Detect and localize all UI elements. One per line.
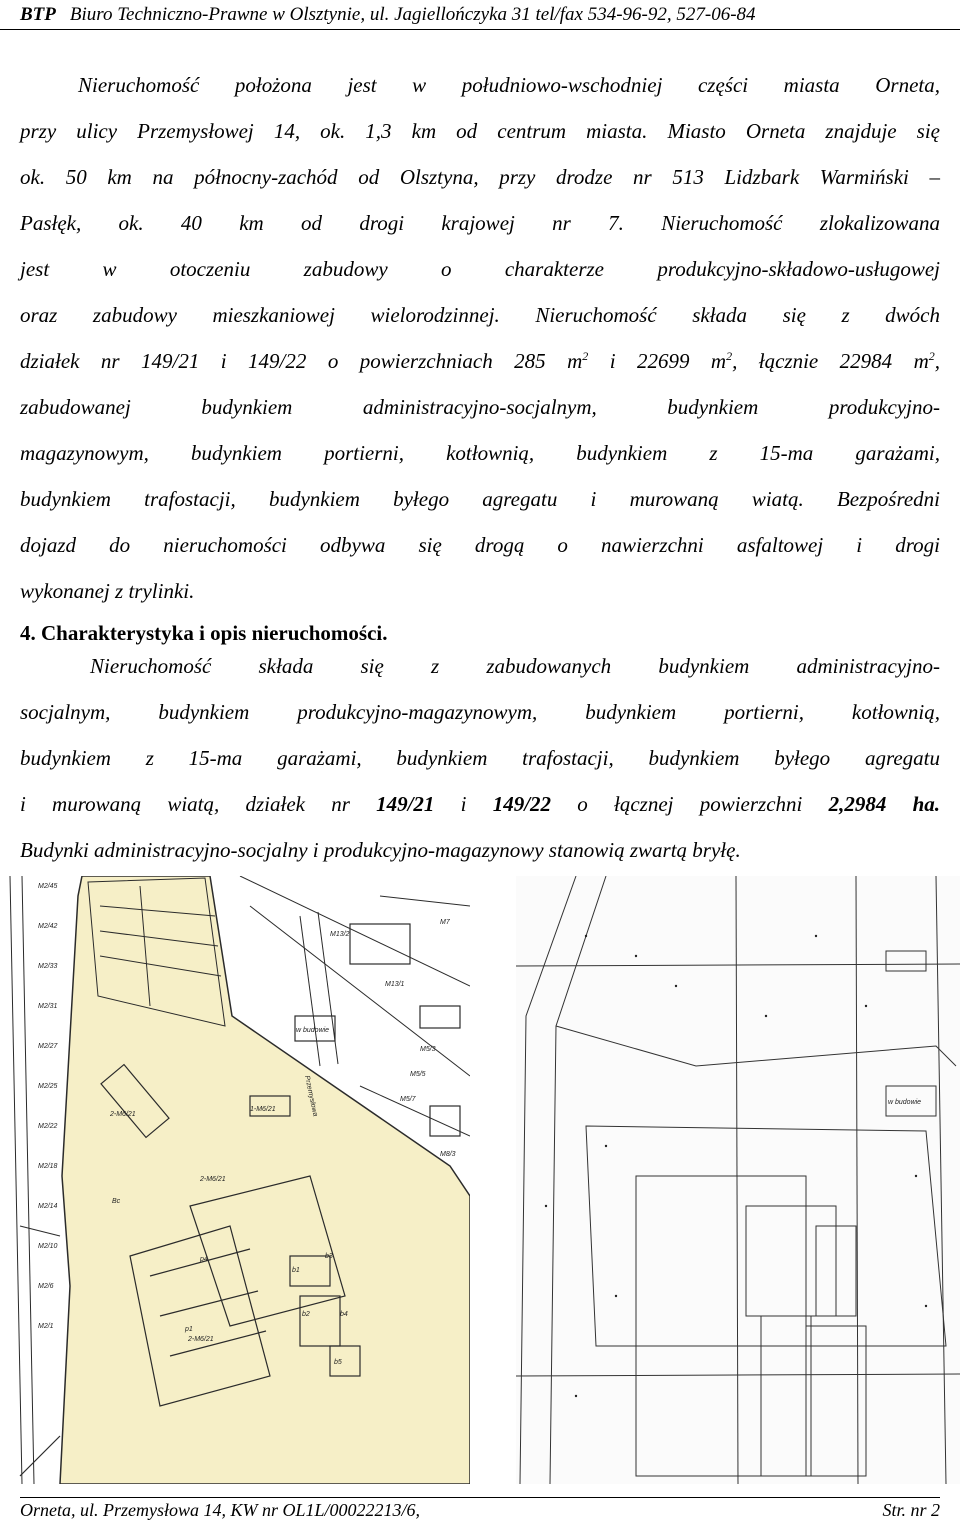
map-label: M2/18 [38,1163,58,1170]
text-line: dojazd do nieruchomości odbywa się drogą o nawierzchni asfaltowej i drogi [20,533,940,557]
section-heading: 4. Charakterystyka i opis nieruchomości. [20,621,388,645]
text-line: ok. 50 km na północny-zachód od Olsztyna, przy drodze nr 513 Lidzbark Warmiński – [20,165,940,189]
map-label: b4 [340,1311,348,1318]
survey-point [675,985,677,987]
map-label: M2/45 [38,883,58,890]
paragraph-location [20,62,940,614]
text-line: budynkiem z 15-ma garażami, budynkiem trafostacji, budynkiem byłego agregatu [20,746,940,770]
text-line: zabudowanej budynkiem administracyjno-socjalnym, budynkiem produkcyjno- [20,395,940,419]
map-label: M5/7 [400,1096,416,1103]
superscript: 2 [928,349,935,363]
survey-point [575,1395,577,1397]
cadastral-map-svg [0,876,470,1484]
survey-point [865,1005,867,1007]
map-label: M5/3 [420,1046,436,1053]
survey-labels [888,1099,921,1106]
map-label: Bc [112,1198,121,1205]
map-label: M13/1 [385,981,405,988]
survey-map-svg [516,876,960,1484]
survey-point [585,935,587,937]
text-line: Nieruchomość położona jest w południowo-wschodniej części miasta Orneta, [78,73,940,97]
map-label: M2/10 [38,1243,58,1250]
parcel-text: o łącznej powierzchni [551,792,829,816]
text-line: Budynki administracyjno-socjalny i produkcyjno-magazynowy stanowią zwartą bryłę. [20,838,741,862]
survey-point [765,1015,767,1017]
header-text: Biuro Techniczno-Prawne w Olsztynie, ul. Jagiellończyka 31 tel/fax 534-96-92, 527-06-84 [69,3,756,25]
survey-point [615,1295,617,1297]
text-line: oraz zabudowy mieszkaniowej wielorodzinnej. Nieruchomość składa się z dwóch [20,303,940,327]
survey-point [545,1205,547,1207]
map-label: p4 [200,1256,208,1263]
text-line: budynkiem trafostacji, budynkiem byłego agregatu i murowaną wiatą. Bezpośredni [20,487,940,511]
text-line-areas [20,338,940,384]
superscript: 2 [582,349,589,363]
area-text: i 22699 m [588,349,727,373]
map-label: 2-M6/21 [188,1336,214,1343]
page-header [0,0,960,30]
header-abbr: BTP [20,3,56,25]
map-label: M7 [440,919,450,926]
map-label: M2/14 [38,1203,58,1210]
paragraph-description [20,643,940,873]
area-text: , łącznie 22984 m [732,349,929,373]
map-label: M2/42 [38,923,58,930]
map-label: b2 [302,1311,310,1318]
text-line: jest w otoczeniu zabudowy o charakterze produkcyjno-składowo-usługowej [20,257,940,281]
map-label: b3 [325,1253,333,1260]
survey-point [915,1175,917,1177]
map-label: M13/2 [330,931,350,938]
page-footer [20,1497,940,1521]
cadastral-map [0,876,470,1484]
map-label: M5/5 [410,1071,426,1078]
map-label: b5 [334,1359,342,1366]
text-line: magazynowym, budynkiem portierni, kotłownią, budynkiem z 15-ma garażami, [20,441,940,465]
superscript: 2 [726,349,733,363]
area-text: , [934,349,941,373]
map-label: w budowie [888,1099,922,1106]
parcel-text: i murowaną wiatą, działek nr [20,792,377,816]
map-label: M2/1 [38,1323,54,1330]
map-label: b1 [292,1267,300,1274]
map-label: M2/31 [38,1003,58,1010]
map-label: M2/25 [38,1083,58,1090]
survey-point [815,935,817,937]
footer-address: Orneta, ul. Przemysłowa 14, KW nr OL1L/00022213/6, [20,1500,421,1520]
map-label: M2/27 [38,1043,58,1050]
survey-point [635,955,637,957]
map-label: M2/22 [38,1123,58,1130]
map-label: M2/6 [38,1283,54,1290]
total-area: 2,2984 ha. [828,792,940,816]
map-label: M2/33 [38,963,58,970]
parcel-number: 149/21 [376,792,435,816]
text-line: socjalnym, budynkiem produkcyjno-magazynowym, budynkiem portierni, kotłownią, [20,700,940,724]
text-line: wykonanej z trylinki. [20,579,195,603]
map-label: Przemysłowa [303,1074,319,1118]
maps-section [0,876,960,1484]
text-line: Pasłęk, ok. 40 km od drogi krajowej nr 7. Nieruchomość zlokalizowana [20,211,940,235]
map-label: p1 [185,1326,193,1333]
survey-map [516,876,960,1484]
page-number: Str. nr 2 [882,1500,940,1520]
text-line: Nieruchomość składa się z zabudowanych budynkiem administracyjno- [90,654,940,678]
map-label: 1-M6/21 [250,1106,276,1113]
text-line-parcels [20,781,940,827]
map-label: w budowie [296,1027,330,1034]
survey-point [605,1145,607,1147]
area-text: działek nr 149/21 i 149/22 o powierzchniach 285 m [20,349,583,373]
parcel-text: i [434,792,493,816]
map-label: 2-M6/21 [200,1176,226,1183]
parcel-number: 149/22 [492,792,552,816]
text-line: przy ulicy Przemysłowej 14, ok. 1,3 km od centrum miasta. Miasto Orneta znajduje się [20,119,940,143]
survey-point [925,1305,927,1307]
map-label: 2-M6/21 [110,1111,136,1118]
map-label: M8/3 [440,1151,456,1158]
